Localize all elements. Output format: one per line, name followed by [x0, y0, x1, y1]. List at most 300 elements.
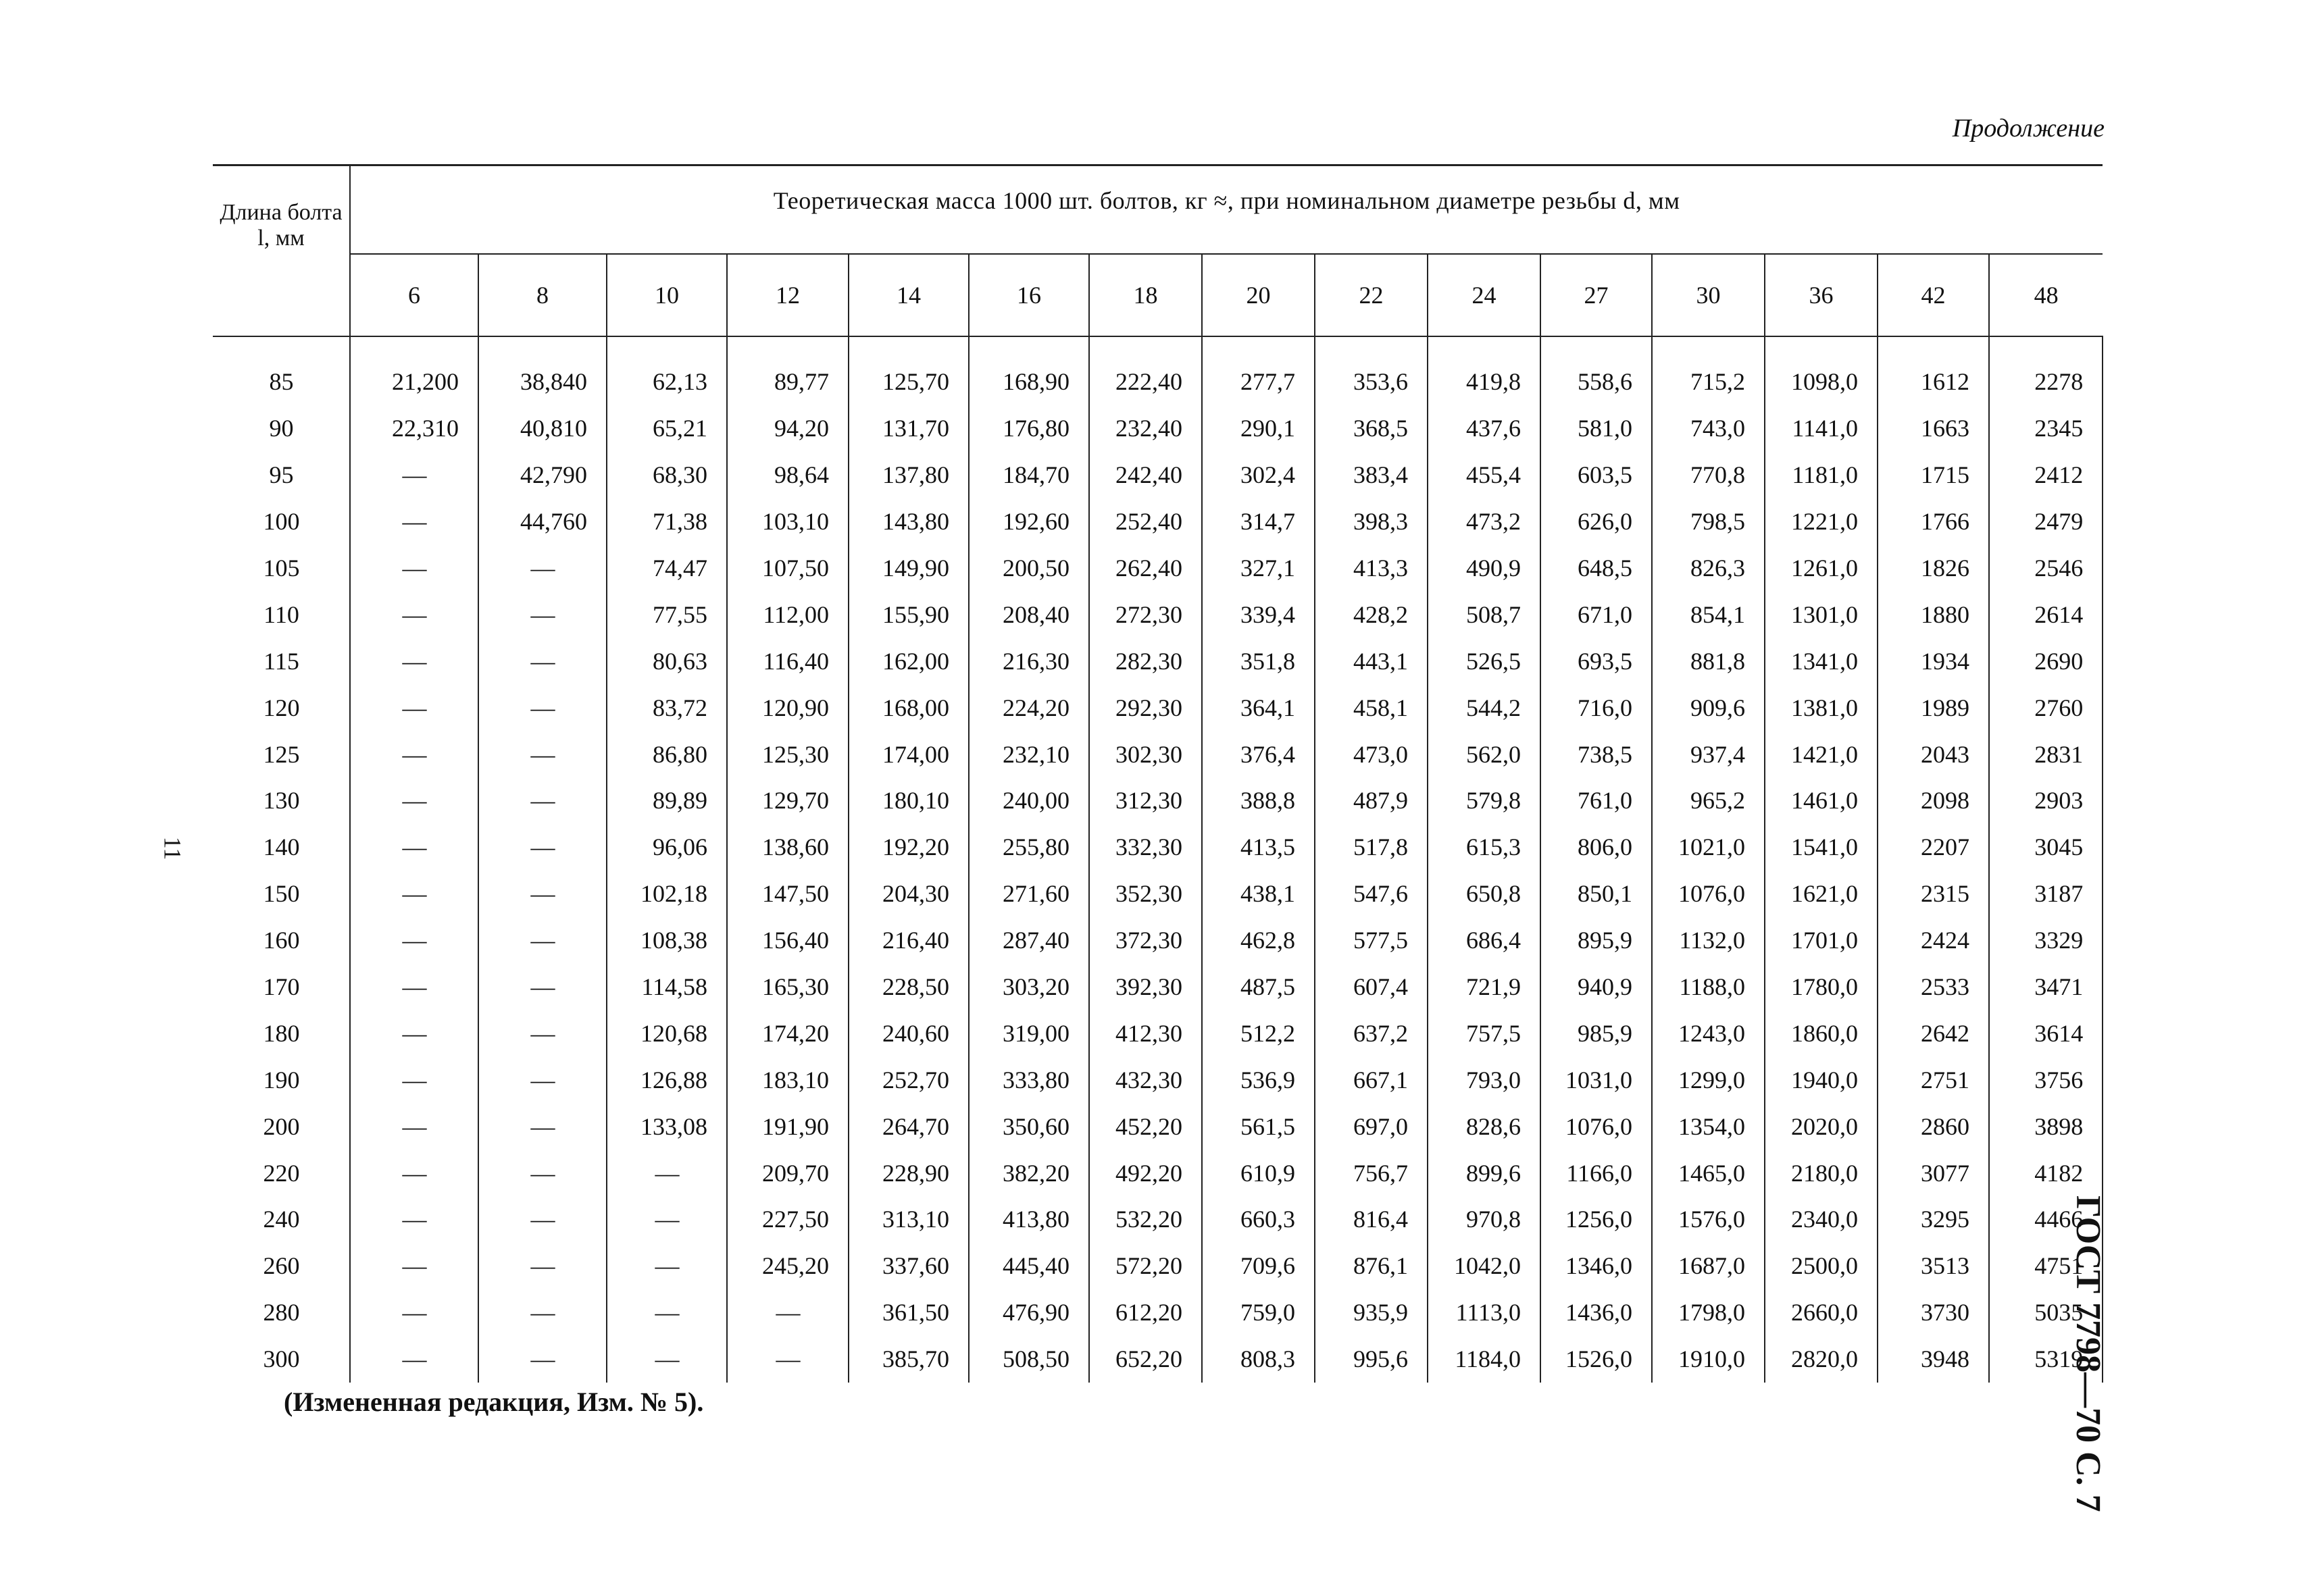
mass-cell: 1021,0 [1652, 824, 1765, 871]
mass-cell: 667,1 [1315, 1056, 1428, 1103]
mass-cell: 71,38 [607, 498, 727, 545]
mass-cell: — [607, 1150, 727, 1196]
mass-cell: 909,6 [1652, 684, 1765, 731]
mass-cell: — [607, 1336, 727, 1383]
bolt-length-cell: 260 [213, 1243, 350, 1289]
mass-cell: 3614 [1989, 1010, 2103, 1056]
diameter-header: 27 [1540, 254, 1652, 336]
mass-cell: 2345 [1989, 405, 2103, 452]
bolt-length-cell: 300 [213, 1336, 350, 1383]
mass-cell: 1940,0 [1765, 1056, 1878, 1103]
mass-cell: — [350, 824, 478, 871]
mass-cell: 3730 [1878, 1289, 1989, 1336]
table-body [213, 336, 2103, 1383]
mass-cell: 1188,0 [1652, 964, 1765, 1010]
mass-cell: — [350, 684, 478, 731]
mass-cell: 2180,0 [1765, 1150, 1878, 1196]
mass-cell: 850,1 [1540, 871, 1652, 917]
mass-cell: 180,10 [849, 777, 969, 824]
mass-cell: 350,60 [969, 1103, 1089, 1150]
table-row [213, 591, 2103, 638]
mass-cell: 143,80 [849, 498, 969, 545]
mass-cell: 2903 [1989, 777, 2103, 824]
mass-cell: 432,30 [1089, 1056, 1202, 1103]
mass-cell: 4466 [1989, 1196, 2103, 1243]
mass-cell: 192,20 [849, 824, 969, 871]
table-row [213, 1336, 2103, 1383]
mass-cell: 2533 [1878, 964, 1989, 1010]
mass-cell: 353,6 [1315, 359, 1428, 405]
mass-cell: 255,80 [969, 824, 1089, 871]
mass-cell: 232,10 [969, 731, 1089, 777]
mass-cell: 1354,0 [1652, 1103, 1765, 1150]
mass-cell: 716,0 [1540, 684, 1652, 731]
mass-cell: 327,1 [1202, 545, 1315, 592]
diameter-header: 10 [607, 254, 727, 336]
mass-cell: 1132,0 [1652, 917, 1765, 964]
mass-cell: 319,00 [969, 1010, 1089, 1056]
bolt-length-cell: 105 [213, 545, 350, 592]
mass-cell: 709,6 [1202, 1243, 1315, 1289]
mass-cell: 1576,0 [1652, 1196, 1765, 1243]
table-row [213, 638, 2103, 684]
mass-cell: 272,30 [1089, 591, 1202, 638]
mass-cell: — [350, 917, 478, 964]
mass-cell: 1301,0 [1765, 591, 1878, 638]
mass-cell: 351,8 [1202, 638, 1315, 684]
mass-cell: 558,6 [1540, 359, 1652, 405]
mass-cell: 108,38 [607, 917, 727, 964]
mass-cell: 492,20 [1089, 1150, 1202, 1196]
mass-cell: 1381,0 [1765, 684, 1878, 731]
mass-cell: 83,72 [607, 684, 727, 731]
mass-cell: — [478, 1336, 607, 1383]
table-row [213, 871, 2103, 917]
mass-cell: 5319 [1989, 1336, 2103, 1383]
mass-cell: 86,80 [607, 731, 727, 777]
diameter-header: 36 [1765, 254, 1878, 336]
mass-header: Теоретическая масса 1000 шт. болтов, кг ≈, при номинальном диаметре резьбы d, мм [350, 165, 2103, 255]
mass-cell: 806,0 [1540, 824, 1652, 871]
mass-cell: 607,4 [1315, 964, 1428, 1010]
mass-cell: 262,40 [1089, 545, 1202, 592]
table-row [213, 1010, 2103, 1056]
mass-cell: 637,2 [1315, 1010, 1428, 1056]
mass-cell: 610,9 [1202, 1150, 1315, 1196]
mass-cell: 1221,0 [1765, 498, 1878, 545]
mass-cell: — [478, 1010, 607, 1056]
mass-cell: 42,790 [478, 452, 607, 498]
mass-cell: 1166,0 [1540, 1150, 1652, 1196]
mass-cell: 2500,0 [1765, 1243, 1878, 1289]
mass-cell: — [478, 731, 607, 777]
mass-cell: 252,70 [849, 1056, 969, 1103]
mass-cell: — [350, 498, 478, 545]
diameter-header: 18 [1089, 254, 1202, 336]
bolt-length-cell: 95 [213, 452, 350, 498]
mass-cell: 612,20 [1089, 1289, 1202, 1336]
mass-cell: 1715 [1878, 452, 1989, 498]
mass-cell: 1346,0 [1540, 1243, 1652, 1289]
mass-cell: 168,00 [849, 684, 969, 731]
mass-cell: — [478, 1103, 607, 1150]
mass-cell: 544,2 [1428, 684, 1540, 731]
mass-cell: 761,0 [1540, 777, 1652, 824]
diameter-header-row [213, 254, 2103, 336]
mass-cell: — [478, 1056, 607, 1103]
length-column-header: Длина болта l, мм [213, 165, 350, 337]
mass-cell: 581,0 [1540, 405, 1652, 452]
mass-cell: — [478, 545, 607, 592]
mass-cell: 937,4 [1652, 731, 1765, 777]
mass-cell: 22,310 [350, 405, 478, 452]
mass-cell: 1526,0 [1540, 1336, 1652, 1383]
mass-cell: 970,8 [1428, 1196, 1540, 1243]
mass-cell: 312,30 [1089, 777, 1202, 824]
mass-cell: 21,200 [350, 359, 478, 405]
mass-cell: 68,30 [607, 452, 727, 498]
mass-cell: 508,7 [1428, 591, 1540, 638]
mass-cell: 995,6 [1315, 1336, 1428, 1383]
mass-cell: 1860,0 [1765, 1010, 1878, 1056]
mass-cell: 3077 [1878, 1150, 1989, 1196]
table-row [213, 1289, 2103, 1336]
table-row [213, 917, 2103, 964]
mass-cell: — [607, 1289, 727, 1336]
mass-cell: 3513 [1878, 1243, 1989, 1289]
mass-cell: 337,60 [849, 1243, 969, 1289]
mass-cell: 191,90 [727, 1103, 849, 1150]
mass-cell: 1113,0 [1428, 1289, 1540, 1336]
mass-cell: 2642 [1878, 1010, 1989, 1056]
mass-cell: 2831 [1989, 731, 2103, 777]
mass-cell: 437,6 [1428, 405, 1540, 452]
mass-cell: 1243,0 [1652, 1010, 1765, 1056]
mass-cell: 222,40 [1089, 359, 1202, 405]
diameter-header: 48 [1989, 254, 2103, 336]
diameter-header: 14 [849, 254, 969, 336]
mass-cell: 77,55 [607, 591, 727, 638]
mass-cell: — [478, 964, 607, 1010]
mass-cell: 112,00 [727, 591, 849, 638]
mass-cell: 227,50 [727, 1196, 849, 1243]
mass-cell: 757,5 [1428, 1010, 1540, 1056]
mass-cell: 652,20 [1089, 1336, 1202, 1383]
mass-cell: 96,06 [607, 824, 727, 871]
mass-cell: 62,13 [607, 359, 727, 405]
mass-cell: 292,30 [1089, 684, 1202, 731]
mass-cell: — [350, 638, 478, 684]
mass-cell: 94,20 [727, 405, 849, 452]
mass-cell: 940,9 [1540, 964, 1652, 1010]
mass-cell: 1461,0 [1765, 777, 1878, 824]
mass-cell: 1910,0 [1652, 1336, 1765, 1383]
mass-cell: 738,5 [1540, 731, 1652, 777]
mass-cell: — [607, 1196, 727, 1243]
table-row [213, 777, 2103, 824]
table-row [213, 452, 2103, 498]
mass-cell: 2479 [1989, 498, 2103, 545]
mass-cell: 1098,0 [1765, 359, 1878, 405]
mass-cell: 579,8 [1428, 777, 1540, 824]
mass-cell: 80,63 [607, 638, 727, 684]
mass-cell: 290,1 [1202, 405, 1315, 452]
mass-cell: 854,1 [1652, 591, 1765, 638]
mass-cell: 114,58 [607, 964, 727, 1010]
mass-cell: 89,89 [607, 777, 727, 824]
spacer-row [213, 336, 2103, 359]
mass-cell: 1989 [1878, 684, 1989, 731]
mass-cell: 282,30 [1089, 638, 1202, 684]
diameter-header: 6 [350, 254, 478, 336]
mass-cell: 1421,0 [1765, 731, 1878, 777]
mass-cell: — [350, 1289, 478, 1336]
mass-cell: 332,30 [1089, 824, 1202, 871]
mass-cell: 4751 [1989, 1243, 2103, 1289]
mass-cell: 561,5 [1202, 1103, 1315, 1150]
mass-cell: 693,5 [1540, 638, 1652, 684]
mass-cell: 965,2 [1652, 777, 1765, 824]
mass-cell: 473,0 [1315, 731, 1428, 777]
mass-cell: 131,70 [849, 405, 969, 452]
mass-cell: 1780,0 [1765, 964, 1878, 1010]
mass-cell: — [478, 1150, 607, 1196]
mass-cell: 547,6 [1315, 871, 1428, 917]
mass-cell: 759,0 [1202, 1289, 1315, 1336]
mass-cell: 443,1 [1315, 638, 1428, 684]
mass-cell: 686,4 [1428, 917, 1540, 964]
mass-cell: 577,5 [1315, 917, 1428, 964]
mass-cell: 216,30 [969, 638, 1089, 684]
mass-cell: 303,20 [969, 964, 1089, 1010]
mass-cell: — [478, 824, 607, 871]
mass-cell: 126,88 [607, 1056, 727, 1103]
mass-cell: 1031,0 [1540, 1056, 1652, 1103]
mass-cell: 487,9 [1315, 777, 1428, 824]
mass-cell: — [350, 591, 478, 638]
diameter-header: 8 [478, 254, 607, 336]
mass-cell: 228,50 [849, 964, 969, 1010]
mass-cell: 137,80 [849, 452, 969, 498]
mass-cell: 3329 [1989, 917, 2103, 964]
mass-cell: 74,47 [607, 545, 727, 592]
table-row [213, 824, 2103, 871]
mass-cell: 881,8 [1652, 638, 1765, 684]
mass-cell: 562,0 [1428, 731, 1540, 777]
bolt-length-cell: 190 [213, 1056, 350, 1103]
mass-cell: 526,5 [1428, 638, 1540, 684]
mass-cell: 228,90 [849, 1150, 969, 1196]
mass-cell: 2760 [1989, 684, 2103, 731]
mass-cell: 808,3 [1202, 1336, 1315, 1383]
table-row [213, 964, 2103, 1010]
mass-cell: 116,40 [727, 638, 849, 684]
mass-cell: — [350, 545, 478, 592]
mass-cell: 372,30 [1089, 917, 1202, 964]
mass-cell: 38,840 [478, 359, 607, 405]
mass-cell: 102,18 [607, 871, 727, 917]
mass-cell: 125,30 [727, 731, 849, 777]
side-page-number: 11 [159, 836, 186, 860]
bolt-length-cell: 85 [213, 359, 350, 405]
mass-cell: 935,9 [1315, 1289, 1428, 1336]
mass-cell: 133,08 [607, 1103, 727, 1150]
mass-cell: 129,70 [727, 777, 849, 824]
mass-cell: 2614 [1989, 591, 2103, 638]
mass-cell: 721,9 [1428, 964, 1540, 1010]
mass-cell: 103,10 [727, 498, 849, 545]
mass-cell: — [350, 777, 478, 824]
mass-cell: 650,8 [1428, 871, 1540, 917]
mass-cell: 826,3 [1652, 545, 1765, 592]
diameter-header: 30 [1652, 254, 1765, 336]
mass-cell: 147,50 [727, 871, 849, 917]
mass-cell: 245,20 [727, 1243, 849, 1289]
mass-cell: 2412 [1989, 452, 2103, 498]
mass-cell: 240,60 [849, 1010, 969, 1056]
table-row [213, 1196, 2103, 1243]
mass-cell: 2207 [1878, 824, 1989, 871]
mass-cell: 476,90 [969, 1289, 1089, 1336]
mass-cell: 120,68 [607, 1010, 727, 1056]
bolt-length-cell: 120 [213, 684, 350, 731]
mass-cell: 242,40 [1089, 452, 1202, 498]
mass-cell: 536,9 [1202, 1056, 1315, 1103]
mass-cell: 428,2 [1315, 591, 1428, 638]
mass-cell: 1826 [1878, 545, 1989, 592]
mass-cell: 192,60 [969, 498, 1089, 545]
mass-cell: 5035 [1989, 1289, 2103, 1336]
bolt-length-cell: 150 [213, 871, 350, 917]
mass-cell: 1436,0 [1540, 1289, 1652, 1336]
mass-cell: 2690 [1989, 638, 2103, 684]
mass-cell: 1184,0 [1428, 1336, 1540, 1383]
mass-cell: 176,80 [969, 405, 1089, 452]
mass-cell: 224,20 [969, 684, 1089, 731]
mass-cell: 798,5 [1652, 498, 1765, 545]
mass-cell: 385,70 [849, 1336, 969, 1383]
table-row [213, 1056, 2103, 1103]
mass-cell: — [478, 591, 607, 638]
mass-cell: 183,10 [727, 1056, 849, 1103]
mass-cell: 125,70 [849, 359, 969, 405]
mass-cell: 1076,0 [1540, 1103, 1652, 1150]
mass-cell: 1612 [1878, 359, 1989, 405]
mass-cell: 162,00 [849, 638, 969, 684]
mass-cell: 2546 [1989, 545, 2103, 592]
mass-cell: 138,60 [727, 824, 849, 871]
mass-cell: 985,9 [1540, 1010, 1652, 1056]
table-row [213, 1243, 2103, 1289]
mass-cell: — [478, 684, 607, 731]
mass-cell: 240,00 [969, 777, 1089, 824]
mass-cell: 382,20 [969, 1150, 1089, 1196]
table-row [213, 405, 2103, 452]
diameter-header: 22 [1315, 254, 1428, 336]
mass-cell: 876,1 [1315, 1243, 1428, 1289]
mass-cell: — [478, 1243, 607, 1289]
mass-cell: 1042,0 [1428, 1243, 1540, 1289]
mass-cell: 352,30 [1089, 871, 1202, 917]
mass-cell: 899,6 [1428, 1150, 1540, 1196]
mass-cell: 2043 [1878, 731, 1989, 777]
mass-cell: 155,90 [849, 591, 969, 638]
mass-cell: 65,21 [607, 405, 727, 452]
mass-cell: 648,5 [1540, 545, 1652, 592]
mass-cell: 743,0 [1652, 405, 1765, 452]
mass-cell: 44,760 [478, 498, 607, 545]
mass-cell: — [350, 1010, 478, 1056]
bolt-length-cell: 130 [213, 777, 350, 824]
mass-cell: — [350, 1336, 478, 1383]
mass-cell: 462,8 [1202, 917, 1315, 964]
mass-cell: 40,810 [478, 405, 607, 452]
bolt-length-cell: 220 [213, 1150, 350, 1196]
mass-cell: 671,0 [1540, 591, 1652, 638]
mass-cell: 313,10 [849, 1196, 969, 1243]
mass-cell: — [478, 777, 607, 824]
mass-cell: 1663 [1878, 405, 1989, 452]
bolt-length-cell: 280 [213, 1289, 350, 1336]
mass-cell: 816,4 [1315, 1196, 1428, 1243]
mass-cell: 376,4 [1202, 731, 1315, 777]
mass-cell: 2340,0 [1765, 1196, 1878, 1243]
mass-cell: 517,8 [1315, 824, 1428, 871]
mass-cell: 168,90 [969, 359, 1089, 405]
mass-cell: 204,30 [849, 871, 969, 917]
mass-cell: 1299,0 [1652, 1056, 1765, 1103]
mass-cell: 392,30 [1089, 964, 1202, 1010]
mass-cell: 156,40 [727, 917, 849, 964]
mass-cell: 512,2 [1202, 1010, 1315, 1056]
bolt-length-cell: 180 [213, 1010, 350, 1056]
mass-cell: — [350, 452, 478, 498]
mass-cell: 756,7 [1315, 1150, 1428, 1196]
mass-cell: 174,20 [727, 1010, 849, 1056]
mass-cell: 2278 [1989, 359, 2103, 405]
mass-cell: 302,30 [1089, 731, 1202, 777]
mass-cell: 413,5 [1202, 824, 1315, 871]
mass-cell: 339,4 [1202, 591, 1315, 638]
mass-cell: — [478, 1196, 607, 1243]
mass-cell: 1798,0 [1652, 1289, 1765, 1336]
mass-cell: — [350, 1196, 478, 1243]
mass-cell: — [350, 731, 478, 777]
mass-cell: 3295 [1878, 1196, 1989, 1243]
mass-cell: 473,2 [1428, 498, 1540, 545]
mass-cell: 98,64 [727, 452, 849, 498]
mass-cell: 458,1 [1315, 684, 1428, 731]
mass-cell: 271,60 [969, 871, 1089, 917]
mass-cell: 216,40 [849, 917, 969, 964]
table-row [213, 1103, 2103, 1150]
mass-cell: 626,0 [1540, 498, 1652, 545]
mass-cell: 2020,0 [1765, 1103, 1878, 1150]
bolt-length-cell: 125 [213, 731, 350, 777]
mass-cell: 603,5 [1540, 452, 1652, 498]
mass-cell: 1541,0 [1765, 824, 1878, 871]
mass-cell: 1934 [1878, 638, 1989, 684]
diameter-header: 16 [969, 254, 1089, 336]
mass-cell: 277,7 [1202, 359, 1315, 405]
mass-cell: 1465,0 [1652, 1150, 1765, 1196]
diameter-header: 20 [1202, 254, 1315, 336]
mass-cell: 232,40 [1089, 405, 1202, 452]
mass-cell: 2098 [1878, 777, 1989, 824]
mass-cell: 287,40 [969, 917, 1089, 964]
bolt-length-cell: 200 [213, 1103, 350, 1150]
mass-cell: 120,90 [727, 684, 849, 731]
